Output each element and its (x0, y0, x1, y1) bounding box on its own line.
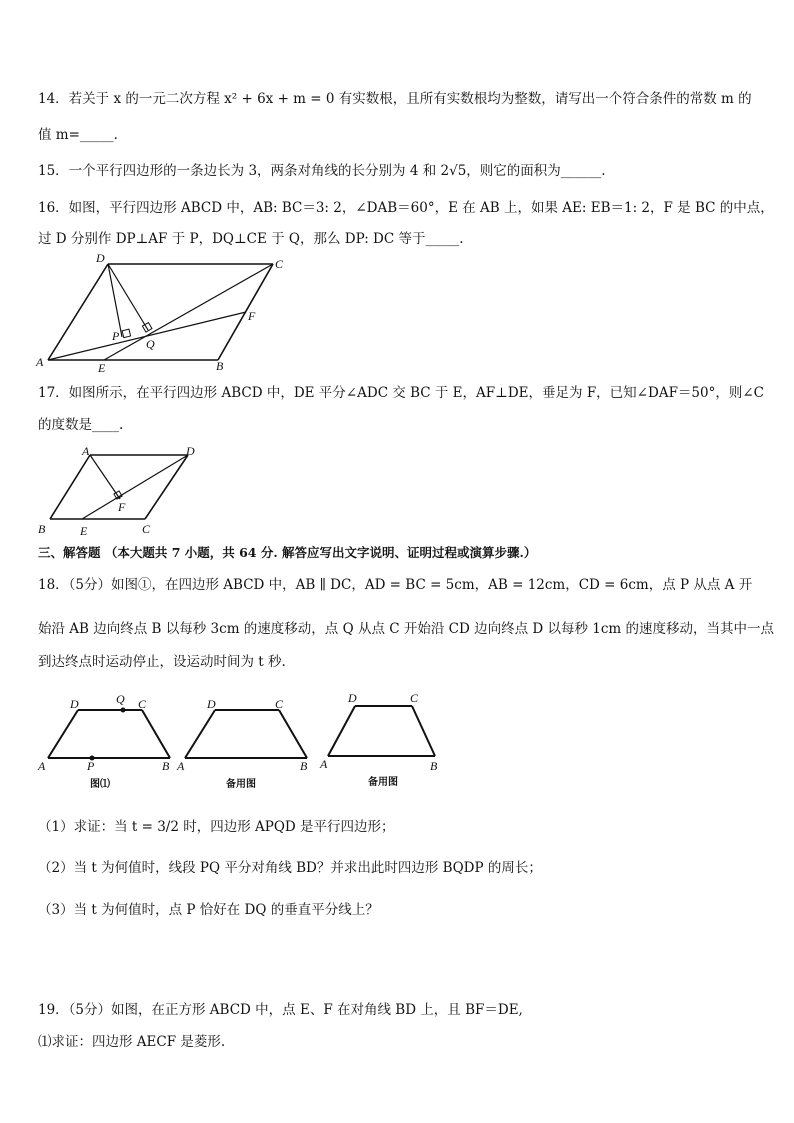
q18-f3-B: B (430, 759, 438, 773)
q17-line2: 的度数是____. (38, 417, 124, 433)
q18-f1-A: A (38, 759, 46, 773)
q18-figure-1 (37, 692, 170, 790)
q18-figure-3 (319, 691, 438, 788)
q18-f3-C: C (410, 691, 419, 705)
q18-f2-A: A (177, 759, 185, 773)
q18-f1-Q: Q (116, 692, 125, 706)
q18-f2-D: D (207, 697, 216, 711)
q18-f1-D: D (70, 697, 79, 711)
q18-line2: 始沿 AB 边向终点 B 以每秒 3cm 的速度移动，点 Q 从点 C 开始沿 CD 边向终点 D 以每秒 1cm 的速度移动，当其中一点 (38, 621, 775, 637)
q18-f1-caption: 图⑴ (90, 779, 110, 790)
q17-label-C: C (142, 522, 151, 536)
q17-label-E: E (80, 524, 88, 538)
q18-f2-C: C (275, 697, 284, 711)
q14-line1: 14．若关于 x 的一元二次方程 x² + 6x + m = 0 有实数根，且所有实数根均为整数，请写出一个符合条件的常数 m 的 (38, 91, 752, 107)
q16-label-B: B (216, 359, 224, 372)
q18-f3-caption: 备用图 (368, 777, 398, 788)
q19-line2: ⑴求证：四边形 AECF 是菱形. (38, 1034, 226, 1050)
q16-line1: 16．如图，平行四边形 ABCD 中，AB: BC＝3: 2，∠DAB＝60°，E 在 AB 上，如果 AE: EB＝1: 2，F 是 BC 的中点， (38, 200, 774, 216)
q18-f1-C: C (138, 697, 147, 711)
q18-figure-2 (176, 697, 308, 790)
q16-label-A: A (36, 355, 44, 369)
q14-line2: 值 m=_____. (38, 127, 118, 143)
q18-sub1: （1）求证：当 t = 3/2 时，四边形 APQD 是平行四边形； (38, 819, 395, 835)
q18-line1: 18．（5分）如图①，在四边形 ABCD 中，AB ∥ DC，AD = BC = 5cm，AB = 12cm，CD = 6cm，点 P 从点 A 开 (38, 577, 753, 593)
q18-figures (30, 688, 450, 793)
q16-label-C: C (275, 257, 284, 271)
q17-label-F: F (118, 500, 126, 514)
q18-f2-B: B (300, 759, 308, 773)
q18-line3: 到达终点时运动停止，设运动时间为 t 秒. (38, 654, 286, 670)
q18-sub3: （3）当 t 为何值时，点 P 恰好在 DQ 的垂直平分线上？ (38, 902, 379, 918)
q18-f3-A: A (320, 757, 328, 771)
q16-label-Q: Q (146, 337, 155, 351)
q17-label-B: B (38, 522, 46, 536)
q17-label-A: A (82, 444, 90, 458)
q15-text: 15．一个平行四边形的一条边长为 3，两条对角线的长分别为 4 和 2√5，则它的面积为______. (38, 163, 606, 179)
q17-figure (30, 443, 210, 538)
q17-line1: 17．如图所示，在平行四边形 ABCD 中，DE 平分∠ADC 交 BC 于 E，AF⊥DE，垂足为 F，已知∠DAF＝50°，则∠C (38, 385, 765, 401)
q18-f3-D: D (348, 691, 357, 705)
q16-figure (30, 252, 300, 372)
q16-label-P: P (112, 329, 120, 343)
q18-sub2: （2）当 t 为何值时，线段 PQ 平分对角线 BD？并求出此时四边形 BQDP 的周长； (38, 860, 542, 876)
q18-f1-B: B (162, 759, 170, 773)
q16-label-E: E (98, 361, 106, 372)
q19-line1: 19．（5分）如图，在正方形 ABCD 中，点 E、F 在对角线 BD 上，且 BF＝DE, (38, 1002, 523, 1018)
q18-f2-caption: 备用图 (226, 779, 256, 790)
q18-f1-P: P (87, 759, 95, 773)
q16-label-D: D (96, 252, 105, 265)
q17-label-D: D (186, 444, 195, 458)
q16-line2: 过 D 分别作 DP⊥AF 于 P，DQ⊥CE 于 Q，那么 DP: DC 等于_____. (38, 231, 464, 247)
section3-title: 三、解答题 （本大题共 7 小题，共 64 分. 解答应写出文字说明、证明过程或演算步骤.） (38, 545, 537, 560)
q16-label-F: F (248, 309, 256, 323)
